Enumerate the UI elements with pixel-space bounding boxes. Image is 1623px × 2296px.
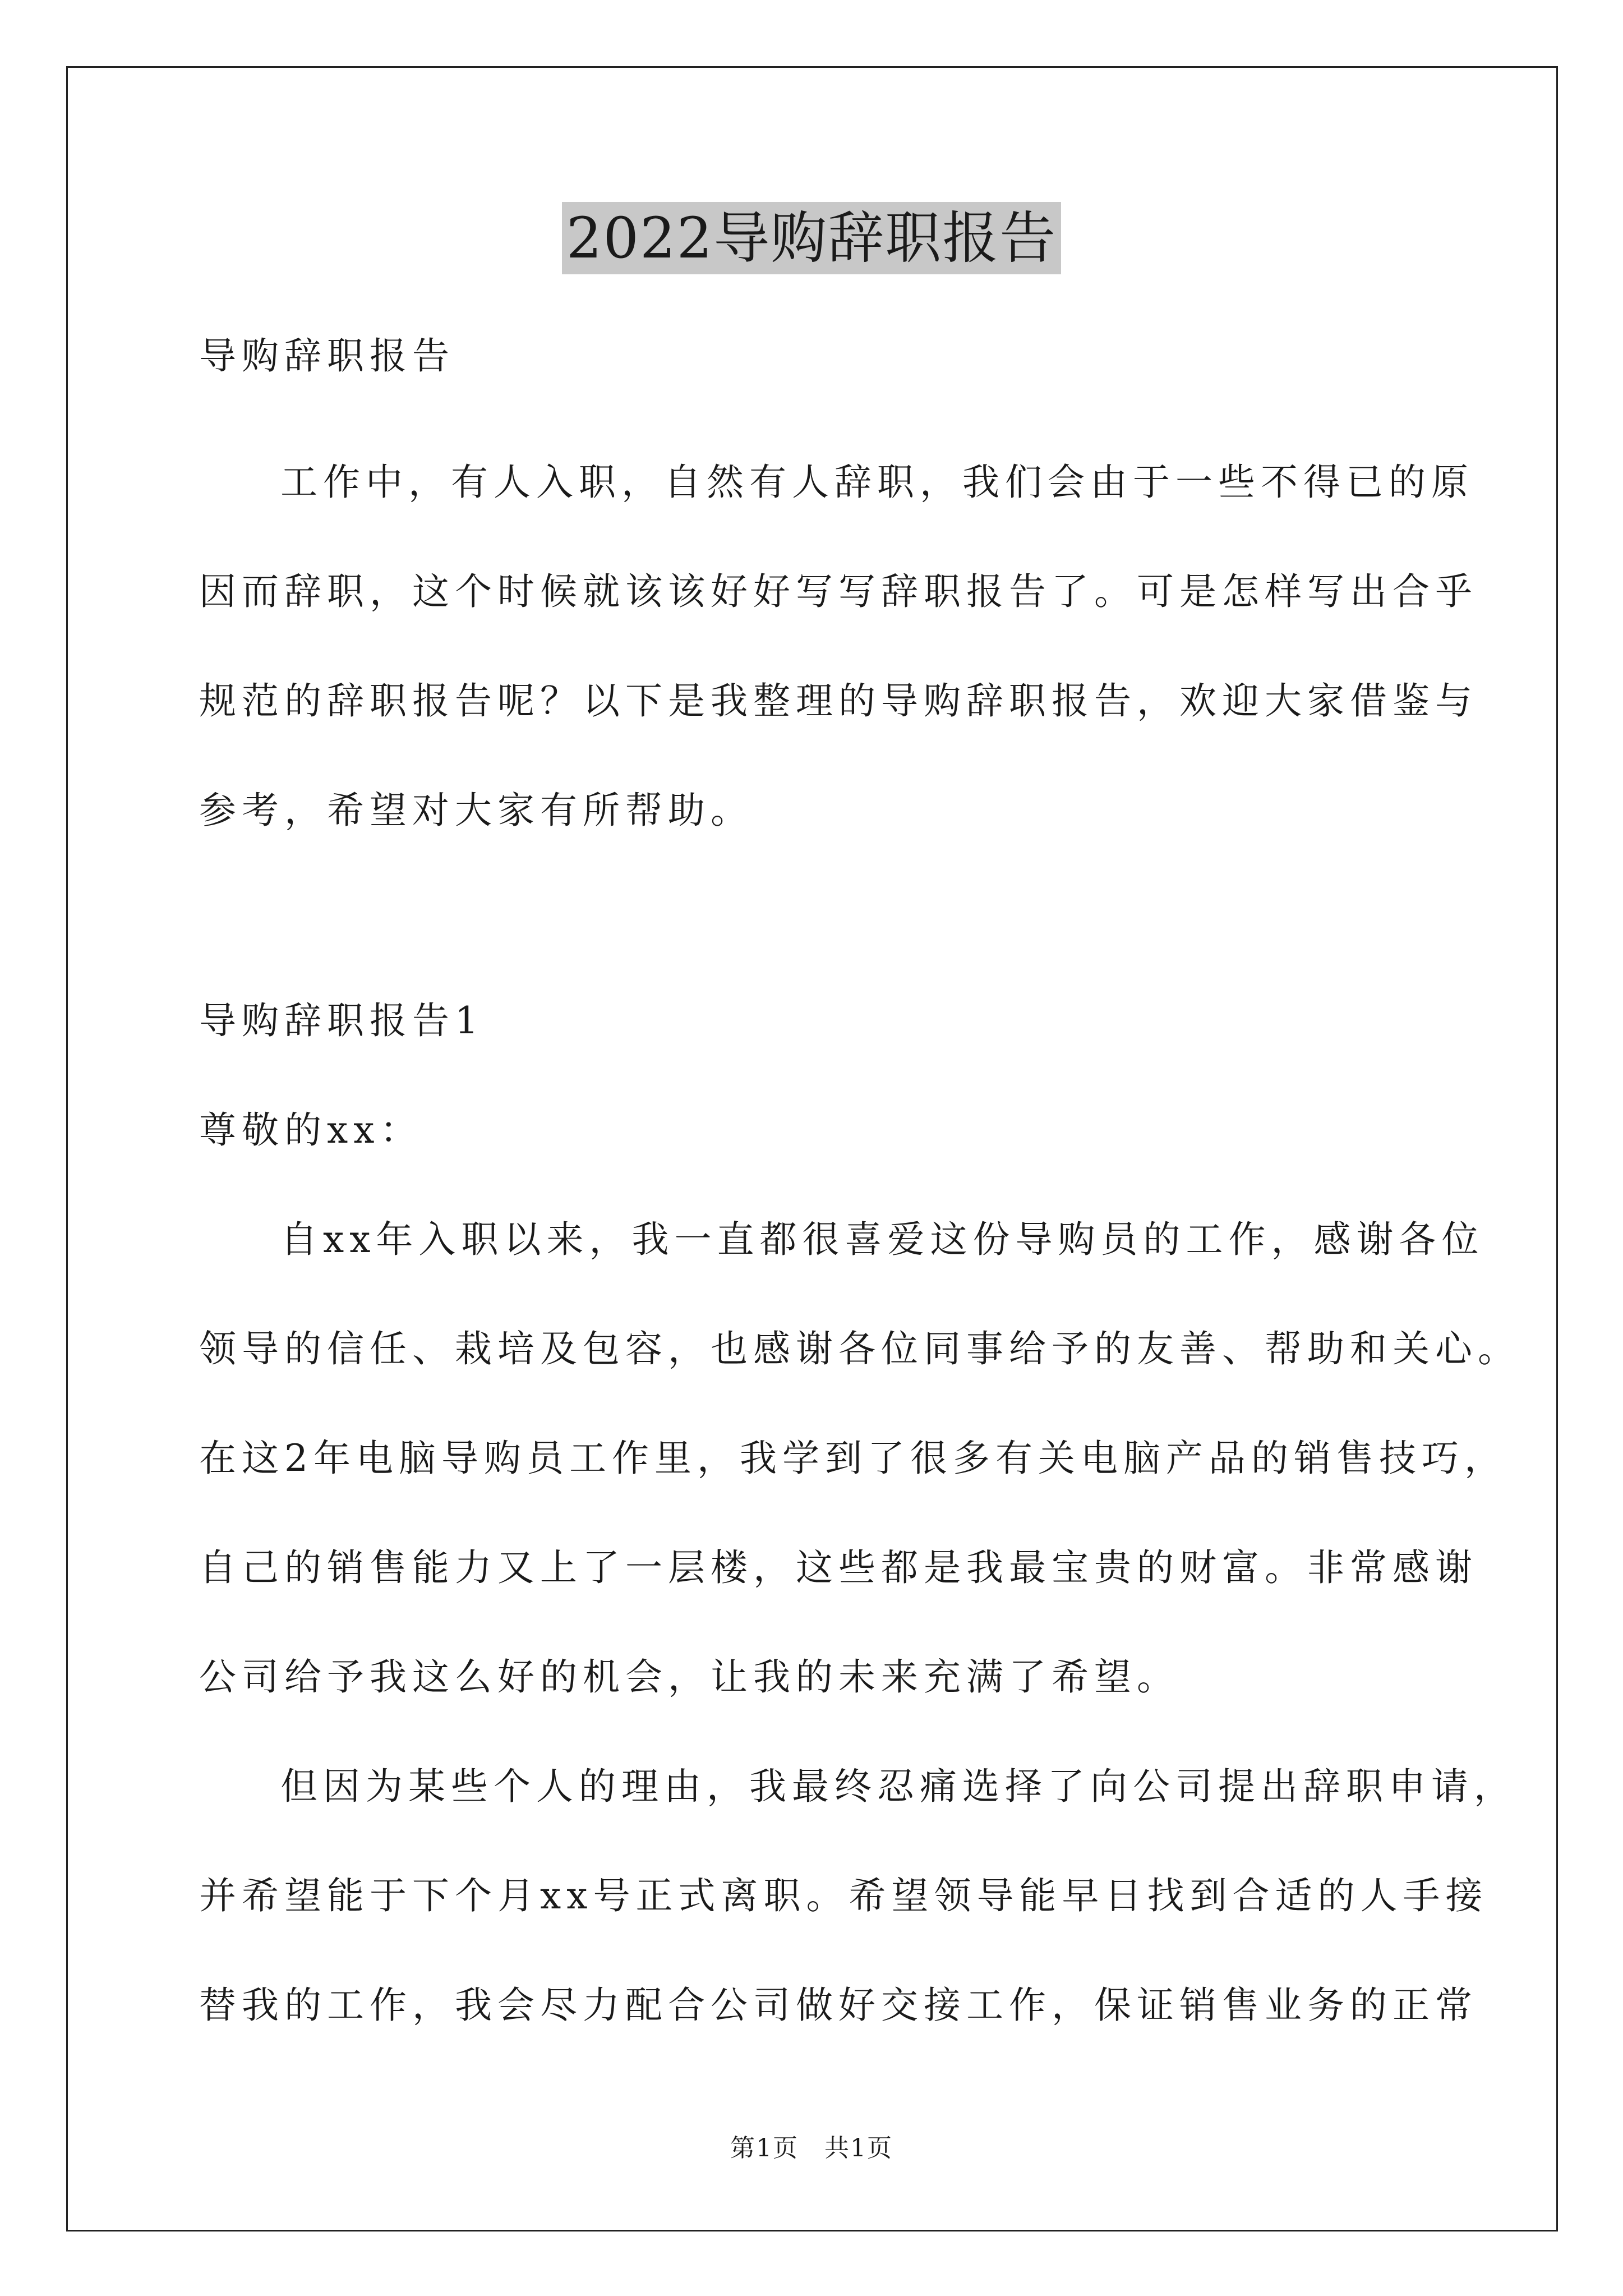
paragraph-line: 工作中，有人入职，自然有人辞职，我们会由于一些不得已的原 [280, 461, 1474, 504]
document-title [0, 199, 1623, 278]
paragraph-line: 但因为某些个人的理由，我最终忍痛选择了向公司提出辞职申请， [280, 1765, 1516, 1808]
paragraph-line: 参考，希望对大家有所帮助。 [199, 789, 753, 832]
section-heading: 导购辞职报告1 [199, 999, 484, 1042]
paragraph-line: 在这2年电脑导购员工作里，我学到了很多有关电脑产品的销售技巧， [199, 1437, 1507, 1480]
paragraph-line: 领导的信任、栽培及包容，也感谢各位同事给予的友善、帮助和关心。 [199, 1327, 1520, 1370]
section-heading: 导购辞职报告 [199, 334, 455, 378]
paragraph-line: 替我的工作，我会尽力配合公司做好交接工作，保证销售业务的正常 [199, 1984, 1478, 2027]
salutation: 尊敬的xx： [199, 1108, 423, 1152]
page-footer: 第1页 共1页 [730, 2134, 893, 2162]
paragraph-line: 自xx年入职以来，我一直都很喜爱这份导购员的工作，感谢各位 [280, 1218, 1484, 1261]
paragraph-line: 规范的辞职报告呢？以下是我整理的导购辞职报告，欢迎大家借鉴与 [199, 679, 1478, 723]
paragraph-line: 自己的销售能力又上了一层楼，这些都是我最宝贵的财富。非常感谢 [199, 1546, 1478, 1589]
paragraph-line: 公司给予我这么好的机会，让我的未来充满了希望。 [199, 1655, 1179, 1699]
paragraph-line: 因而辞职，这个时候就该该好好写写辞职报告了。可是怎样写出合乎 [199, 570, 1478, 613]
paragraph-line: 并希望能于下个月xx号正式离职。希望领导能早日找到合适的人手接 [199, 1874, 1488, 1917]
document-title-text: 2022导购辞职报告 [562, 202, 1062, 274]
